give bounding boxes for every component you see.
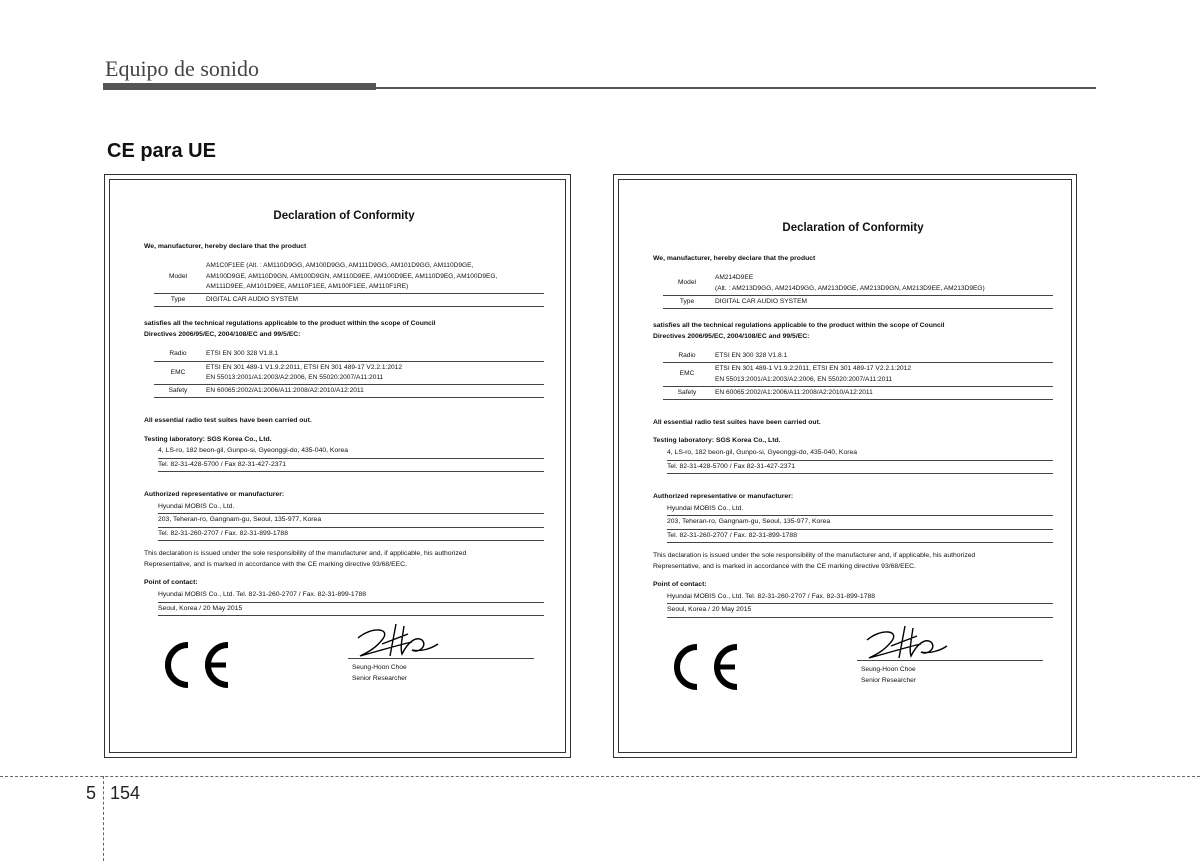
header-rule-thick — [103, 83, 376, 90]
emc-line: EN 55013:2001/A1:2003/A2:2006, EN 55020:2007/A11:2011 — [715, 375, 893, 383]
rep-name: Hyundai MOBIS Co., Ltd. — [667, 503, 1053, 517]
rep-phone: Tel. 82-31-260-2707 / Fax. 82-31-899-1788 — [158, 528, 544, 542]
lab-phone: Tel. 82-31-428-5700 / Fax 82-31-427-2371 — [667, 461, 1053, 475]
certificate-border — [109, 179, 566, 753]
footer-vertical-divider — [103, 776, 104, 861]
emc-label: EMC — [663, 363, 711, 386]
table-row — [663, 295, 1053, 308]
model-line: AM214D9EE — [715, 274, 754, 282]
product-table — [663, 272, 1053, 309]
safety-value: EN 60065:2002/A1:2006/A11:2008/A2:2010/A12:2011 — [711, 386, 1053, 399]
radio-label: Radio — [663, 350, 711, 363]
emc-value — [202, 361, 544, 384]
certificate-1 — [104, 174, 571, 758]
emc-value — [711, 363, 1053, 386]
rep-phone: Tel. 82-31-260-2707 / Fax. 82-31-899-1788 — [667, 530, 1053, 544]
emc-line: ETSI EN 301 489-1 V1.9.2:2011, ETSI EN 301 489-17 V2.2.1:2012 — [206, 363, 402, 371]
contact-line: Hyundai MOBIS Co., Ltd. Tel. 82-31-260-2707 / Fax. 82-31-899-1788 — [667, 591, 1053, 605]
model-label: Model — [663, 272, 711, 295]
place-date: Seoul, Korea / 20 May 2015 — [158, 603, 544, 617]
model-value — [711, 272, 1053, 295]
intro-text: We, manufacturer, hereby declare that the product — [144, 242, 307, 250]
type-value: DIGITAL CAR AUDIO SYSTEM — [202, 294, 544, 307]
rep-heading: Authorized representative or manufacturer: — [653, 493, 794, 501]
chapter-number: 5 — [86, 783, 97, 803]
satisfies-line: satisfies all the technical regulations applicable to the product within the scope of Council — [144, 320, 436, 328]
signature-line — [857, 660, 1043, 661]
table-row — [154, 260, 544, 293]
signature-area — [653, 628, 1053, 698]
certificate-title: Declaration of Conformity — [782, 222, 924, 234]
lab-heading: Testing laboratory: SGS Korea Co., Ltd. — [653, 437, 781, 445]
emc-label: EMC — [154, 361, 202, 384]
emc-line: EN 55013:2001/A1:2003/A2:2006, EN 55020:2007/A11:2011 — [206, 373, 384, 381]
table-row — [663, 272, 1053, 295]
declaration-line: Representative, and is marked in accordance with the CE marking directive 93/68/EEC. — [653, 562, 916, 570]
signature-icon — [861, 622, 951, 664]
satisfies-line: Directives 2006/95/EC, 2004/108/EC and 99/5/EC: — [653, 332, 810, 340]
place-date: Seoul, Korea / 20 May 2015 — [667, 604, 1053, 618]
model-value — [202, 260, 544, 293]
signer-title: Senior Researcher — [352, 675, 407, 683]
radio-value: ETSI EN 300 328 V1.8.1 — [711, 350, 1053, 363]
section-title: Equipo de sonido — [105, 56, 259, 81]
page-number: 154 — [110, 783, 141, 803]
rep-address: 203, Teheran-ro, Gangnam-gu, Seoul, 135-977, Korea — [158, 514, 544, 528]
certificate-border — [618, 179, 1072, 753]
type-label: Type — [154, 294, 202, 307]
contact-heading: Point of contact: — [653, 581, 707, 589]
signature-icon — [352, 620, 442, 662]
signer-name: Seung-Hoon Choe — [861, 665, 916, 673]
type-label: Type — [663, 295, 711, 308]
declaration-line: This declaration is issued under the sole responsibility of the manufacturer and, if applicable, his authorized — [653, 552, 976, 560]
model-line: AM100D9GE, AM110D9GN, AM100D9GN, AM110D9EE, AM100D9EE, AM110D9EG, AM100D9EG, — [206, 272, 498, 280]
model-line: AM111D9EE, AM101D9EE, AM110F1EE, AM100F1EE, AM110F1RE) — [206, 282, 409, 290]
table-row — [154, 348, 544, 361]
satisfies-line: Directives 2006/95/EC, 2004/108/EC and 99/5/EC: — [144, 330, 301, 338]
rep-address: 203, Teheran-ro, Gangnam-gu, Seoul, 135-977, Korea — [667, 516, 1053, 530]
signer-block — [352, 662, 407, 684]
contact-line: Hyundai MOBIS Co., Ltd. Tel. 82-31-260-2707 / Fax. 82-31-899-1788 — [158, 589, 544, 603]
declaration-line: This declaration is issued under the sole responsibility of the manufacturer and, if applicable, his authorized — [144, 550, 467, 558]
ce-mark-icon — [667, 642, 743, 692]
safety-value: EN 60065:2002/A1:2006/A11:2008/A2:2010/A12:2011 — [202, 384, 544, 397]
lab-heading: Testing laboratory: SGS Korea Co., Ltd. — [144, 435, 272, 443]
model-line: (Alt. : AM213D9GG, AM214D9GG, AM213D9GE, AM213D9GN, AM213D9EE, AM213D9EG) — [715, 284, 985, 292]
radio-value: ETSI EN 300 328 V1.8.1 — [202, 348, 544, 361]
contact-heading: Point of contact: — [144, 579, 198, 587]
table-row — [663, 350, 1053, 363]
declaration-line: Representative, and is marked in accordance with the CE marking directive 93/68/EEC. — [144, 560, 407, 568]
lab-address: 4, LS-ro, 182 beon-gil, Gunpo-si, Gyeonggi-do, 435-040, Korea — [158, 445, 544, 459]
lab-phone: Tel. 82-31-428-5700 / Fax 82-31-427-2371 — [158, 459, 544, 473]
signer-name: Seung-Hoon Choe — [352, 664, 407, 672]
model-label: Model — [154, 260, 202, 293]
footer-divider — [0, 776, 1200, 777]
emc-line: ETSI EN 301 489-1 V1.9.2:2011, ETSI EN 301 489-17 V2.2.1:2012 — [715, 365, 911, 373]
signer-block — [861, 664, 916, 686]
table-row — [154, 361, 544, 384]
ce-mark-icon — [158, 640, 234, 690]
radio-tests-text: All essential radio test suites have been carried out. — [144, 417, 312, 425]
model-line: AM1C0F1EE (Alt. : AM110D9GG, AM100D9GG, AM111D9GG, AM101D9GG, AM110D9GE, — [206, 262, 474, 270]
rep-heading: Authorized representative or manufacturer: — [144, 491, 285, 499]
type-value: DIGITAL CAR AUDIO SYSTEM — [711, 295, 1053, 308]
signer-title: Senior Researcher — [861, 677, 916, 685]
signature-area — [144, 626, 544, 696]
table-row — [663, 363, 1053, 386]
signature-line — [348, 658, 534, 659]
lab-address: 4, LS-ro, 182 beon-gil, Gunpo-si, Gyeonggi-do, 435-040, Korea — [667, 447, 1053, 461]
intro-text: We, manufacturer, hereby declare that the product — [653, 254, 816, 262]
standards-table — [154, 348, 544, 398]
certificate-title: Declaration of Conformity — [273, 210, 415, 222]
table-row — [663, 386, 1053, 399]
safety-label: Safety — [663, 386, 711, 399]
header-rule-thin — [376, 87, 1096, 89]
page-subtitle: CE para UE — [107, 140, 216, 162]
product-table — [154, 260, 544, 307]
certificate-2 — [613, 174, 1077, 758]
radio-tests-text: All essential radio test suites have been carried out. — [653, 418, 821, 426]
safety-label: Safety — [154, 384, 202, 397]
rep-name: Hyundai MOBIS Co., Ltd. — [158, 501, 544, 515]
satisfies-line: satisfies all the technical regulations applicable to the product within the scope of Council — [653, 322, 945, 329]
standards-table — [663, 350, 1053, 400]
table-row — [154, 294, 544, 307]
radio-label: Radio — [154, 348, 202, 361]
table-row — [154, 384, 544, 397]
